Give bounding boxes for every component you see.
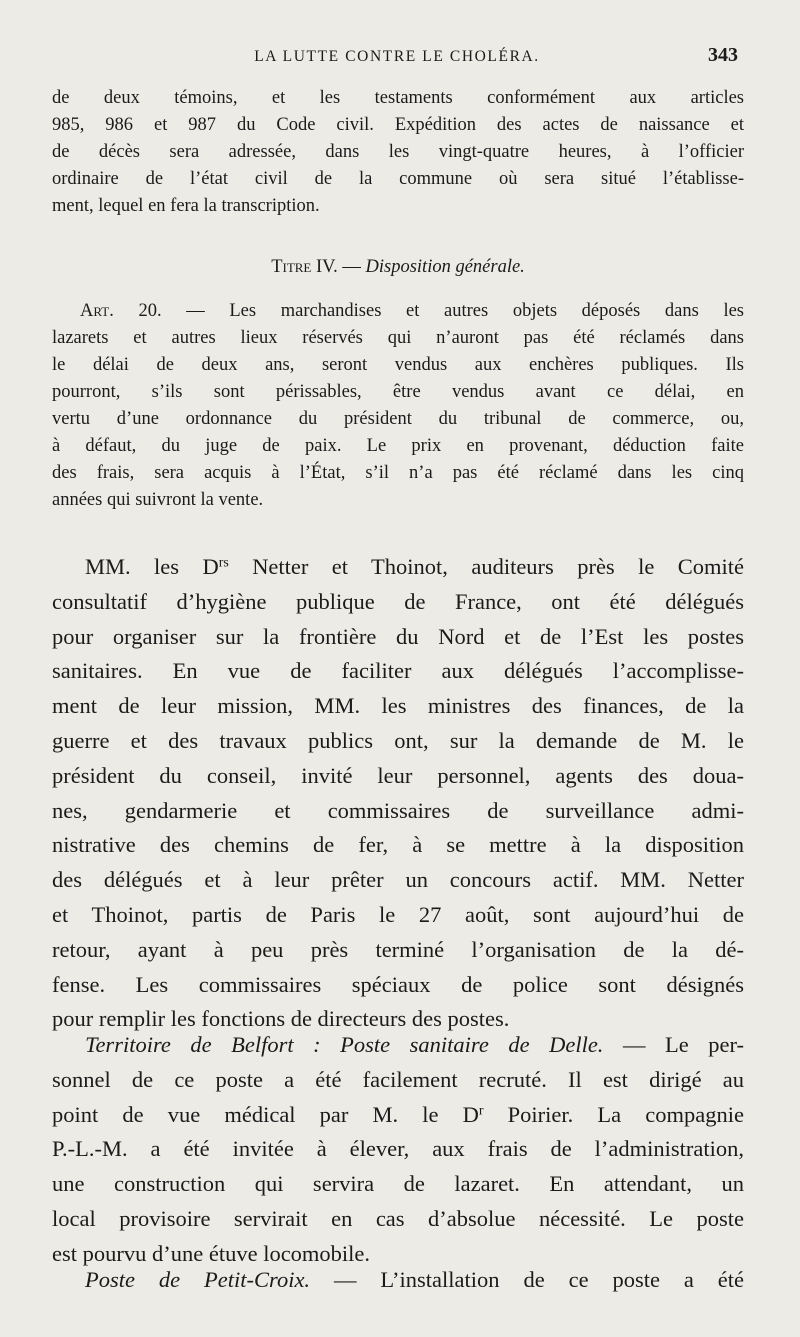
subsection-heading: Territoire de Belfort : Poste sanitaire de Delle. — [85, 1032, 604, 1057]
text-fragment: — Le per- — [603, 1032, 744, 1057]
text-line: est pourvu d’une étuve locomobile. — [52, 1240, 371, 1266]
text-line: lazarets et autres lieux réservés qui n’auront pas été réclamés dans — [52, 328, 744, 348]
running-head — [52, 44, 742, 74]
text-line: ment, lequel en fera la transcription. — [52, 196, 320, 216]
section-title-label: Titre IV. — [271, 257, 338, 277]
text-line: président du conseil, invité leur personnel, agents des doua- — [52, 762, 744, 788]
text-line: à défaut, du juge de paix. Le prix en provenant, déduction faite — [52, 436, 744, 456]
text-line: sanitaires. En vue de faciliter aux délégués l’accomplisse- — [52, 658, 744, 684]
text-fragment: point de vue médical par M. le D — [52, 1101, 479, 1127]
text-line: ment de leur mission, MM. les ministres des finances, de la — [52, 693, 744, 719]
text-line: nes, gendarmerie et commissaires de surveillance admi- — [52, 797, 744, 823]
text-line — [52, 1098, 744, 1133]
text-fragment: MM. les D — [85, 554, 219, 579]
text-fragment: — L’installation de ce poste a été — [310, 1267, 744, 1292]
article-20 — [52, 298, 744, 514]
text-line: ordinaire de l’état civil de la commune où sera situé l’établisse- — [52, 169, 744, 189]
article-label: Art. — [80, 301, 114, 321]
text-line: pourront, s’ils sont périssables, être vendus avant ce délai, en — [52, 382, 744, 402]
section-heading — [52, 257, 744, 278]
text-line: sonnel de ce poste a été facilement recruté. Il est dirigé au — [52, 1066, 744, 1092]
text-line: le délai de deux ans, seront vendus aux enchères publiques. Ils — [52, 355, 744, 375]
text-line: de décès sera adressée, dans les vingt-quatre heures, à l’officier — [52, 142, 744, 162]
text-line: et Thoinot, partis de Paris le 27 août, sont aujourd’hui de — [52, 901, 744, 927]
text-line: pour organiser sur la frontière du Nord et de l’Est les postes — [52, 623, 744, 649]
page-number: 343 — [708, 44, 738, 66]
text-fragment: Netter et Thoinot, auditeurs près le Comité — [228, 554, 744, 579]
text-line: de deux témoins, et les testaments conformément aux articles — [52, 88, 744, 108]
text-line — [52, 298, 744, 325]
text-line: consultatif d’hygiène publique de France, ont été délégués — [52, 588, 744, 614]
text-line: guerre et des travaux publics ont, sur la demande de M. le — [52, 727, 744, 753]
text-line: nistrative des chemins de fer, à se mettre à la disposition — [52, 832, 744, 858]
text-line: local provisoire servirait en cas d’absolue nécessité. Le poste — [52, 1205, 744, 1231]
text-line: des délégués et à leur prêter un concours actif. MM. Netter — [52, 867, 744, 893]
superscript: r — [478, 1102, 484, 1118]
text-line: une construction qui servira de lazaret. En attendant, un — [52, 1171, 744, 1197]
text-line: pour remplir les fonctions de directeurs des postes. — [52, 1006, 510, 1032]
text-line — [52, 1263, 744, 1298]
paragraph-petit-croix — [52, 1263, 744, 1298]
running-title: LA LUTTE CONTRE LE CHOLÉRA. — [254, 48, 540, 65]
text-line: 985, 986 et 987 du Code civil. Expédition des actes de naissance et — [52, 115, 744, 135]
text-line: fense. Les commissaires spéciaux de police sont désignés — [52, 971, 744, 997]
section-title-dash: — — [337, 257, 366, 277]
subsection-heading: Poste de Petit-Croix. — [85, 1267, 311, 1292]
section-subtitle: Disposition générale. — [365, 257, 525, 277]
text-line — [52, 550, 744, 585]
text-line: retour, ayant à peu près terminé l’organisation de la dé- — [52, 936, 744, 962]
text-line: vertu d’une ordonnance du président du tribunal de commerce, ou, — [52, 409, 744, 429]
text-line — [52, 1028, 744, 1063]
text-line: des frais, sera acquis à l’État, s’il n’a pas été réclamé dans les cinq — [52, 463, 744, 483]
paragraph-belfort — [52, 1028, 744, 1272]
article-text-start: Les marchandises et autres objets déposés dans les — [229, 301, 744, 321]
text-fragment: Poirier. La compagnie — [483, 1101, 744, 1127]
superscript: rs — [218, 555, 229, 571]
text-line: années qui suivront la vente. — [52, 490, 264, 510]
paragraph-continuation — [52, 85, 744, 220]
paragraph-delegates — [52, 550, 744, 1037]
text-line: P.-L.-M. a été invitée à élever, aux frais de l’administration, — [52, 1136, 744, 1162]
article-number: 20. — — [113, 301, 230, 321]
